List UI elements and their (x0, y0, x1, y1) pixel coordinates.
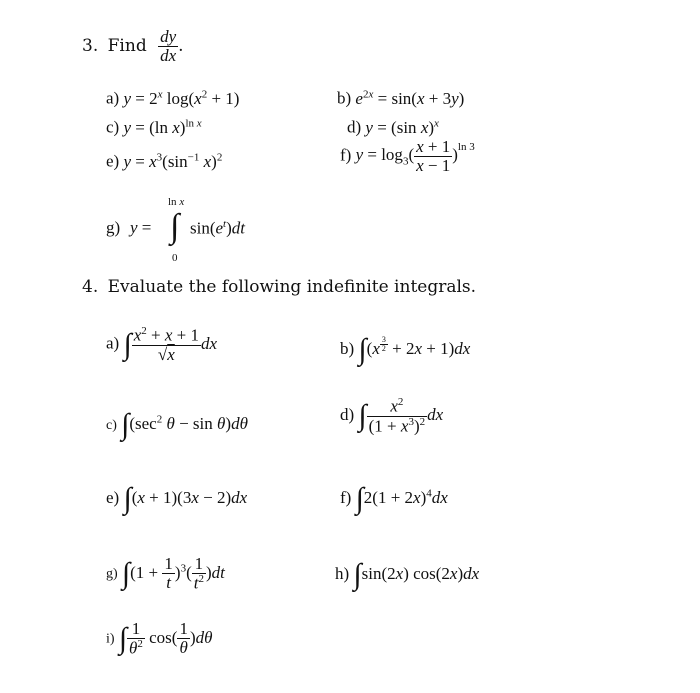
problem-4c-expression: $\int(\sec^2$ θ − sin θ)dθ (121, 408, 248, 441)
problem-4h (335, 560, 479, 590)
problem-4b (340, 335, 470, 365)
problem-4e-expression: ∫(x + 1)(3x − 2)dx (123, 482, 248, 515)
problem-3g (106, 196, 306, 266)
problem-4i (106, 620, 213, 657)
problem-3-period: . (178, 35, 184, 56)
problem-4f (340, 484, 448, 514)
problem-4f-expression: $\int 2(1 + 2x)^4dx$ (355, 482, 448, 515)
problem-3f-label: f) (340, 145, 352, 165)
problem-4e (106, 484, 247, 514)
problem-3b (337, 88, 464, 109)
problem-3b-label: b) (337, 88, 352, 108)
problem-4g-expression: ∫(1 + $\frac{1}{t}$ )$^3$( $\frac{1}{t^2}$ )dt (121, 554, 225, 593)
problem-3g-label: g) (106, 218, 121, 237)
problem-3d-expression: y = (sin x)$^x$ (365, 117, 439, 137)
problem-4i-expression: ∫ $\frac{1}{\theta^2}$ cos( $\frac{1}{\theta}$ )dθ (118, 619, 213, 658)
problem-4i-label: i) (106, 631, 115, 647)
problem-4b-label: b) (340, 338, 355, 358)
problem-3a (106, 88, 239, 109)
problem-4g (106, 555, 225, 592)
problem-4h-expression: ∫sin(2x) cos(2x)dx (353, 558, 480, 591)
problem-4-instruction: Evaluate the following indefinite integrals. (107, 277, 477, 297)
derivative-dy-dx (158, 28, 178, 65)
problem-4-number: 4. (82, 277, 99, 297)
problem-4c-label: c) (106, 417, 117, 433)
problem-4d-label: d) (340, 404, 355, 424)
problem-3c (106, 117, 202, 138)
problem-4d (340, 397, 443, 435)
problem-3d-label: d) (347, 117, 362, 137)
problem-4e-label: e) (106, 487, 120, 507)
problem-4f-label: f) (340, 487, 352, 507)
problem-3e-expression: $y = x^3(\sin^{-1}$ x)$^2$ (123, 151, 223, 171)
problem-4a-expression: ∫ $\frac{x^2 + x + 1}{√x}$ dx (123, 325, 218, 364)
problem-3a-label: a) (106, 88, 120, 108)
problem-3e-label: e) (106, 151, 120, 171)
problem-3f-expression: $y = \log_3$( $\frac{x + 1}{x - 1}$ )$^{ln 3}$ (355, 137, 475, 175)
problem-3d (347, 117, 439, 138)
derivative-numerator: dy (160, 27, 177, 46)
problem-3e (106, 151, 222, 172)
problem-4a-label: a) (106, 333, 120, 353)
derivative-denominator: dx (160, 45, 177, 65)
problem-4g-label: g) (106, 566, 118, 582)
problem-4d-expression: ∫ $\frac{x^2}{(1 + x^3)^2}$ dx (358, 396, 444, 436)
integral-upper-limit: ln x (168, 196, 185, 208)
problem-3c-label: c) (106, 117, 120, 137)
problem-3g-integrand: $\sin(e^t)dt$ (190, 218, 246, 238)
integral-lower-limit: 0 (172, 252, 178, 264)
problem-4a (106, 326, 217, 363)
problem-4b-expression: ∫(x $^{\frac{3}{2}}$ + 2x + 1)dx (358, 333, 471, 366)
top-edge-mark (547, 0, 565, 1)
problem-3-instruction: Find (107, 35, 147, 56)
problem-3f (340, 138, 475, 175)
problem-3g-lhs: y = (130, 218, 152, 237)
problem-3-header (82, 28, 184, 65)
problem-3b-expression: $e^{2x} = \sin(x + 3y)$ (355, 88, 465, 108)
problem-3-number: 3. (82, 35, 99, 56)
problem-4h-label: h) (335, 563, 350, 583)
integral-sign: ∫ (170, 208, 180, 245)
problem-3c-expression: y = (ln x)$^{ln x}$ (123, 117, 202, 137)
problem-4-header (82, 277, 476, 297)
problem-4c (106, 410, 248, 440)
problem-3a-expression: $y = 2^x$ $\log(x^2 + 1)$ (123, 88, 240, 108)
